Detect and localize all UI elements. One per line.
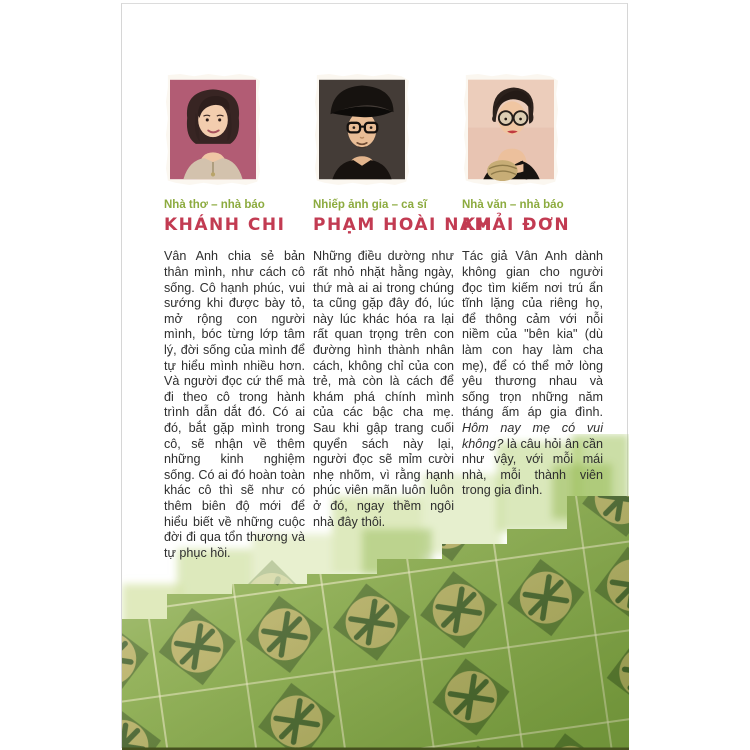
author-bio (164, 249, 305, 561)
portrait-khai-don-image (468, 78, 554, 181)
author-role: Nhà văn – nhà báo (462, 199, 564, 211)
author-name: KHẢI ĐƠN (462, 214, 571, 235)
author-column-khai-don (462, 74, 603, 562)
author-column-khanh-chi (164, 74, 305, 562)
bio-text: Những điều dường như rất nhỏ nhặt hằng ngày, thứ mà ai ai trong chúng ta cũng gặp đây đó, lúc này lúc khác hóa ra lại rất quan trọng trên con đường hình thành nhân cách, không chỉ của con trẻ, mà còn là cách để khám phá chính mình của các bậc cha mẹ. Sau khi gập trang cuối quyển sách này lại, người đọc sẽ mỉm cười nhẹ nhõm, vì rằng hạnh phúc viên mãn luôn luôn ở đó, ngay thềm ngôi nhà đây thôi. (313, 249, 454, 529)
book-title-text: Hôm nay mẹ có vui không? (462, 421, 603, 451)
bio-text: là câu hỏi ân cần như vậy, với mỗi mái nhà, mỗi thành viên trong gia đình. (462, 436, 603, 498)
author-role: Nhiếp ảnh gia – ca sĩ (313, 199, 427, 211)
author-column-pham-hoai-nam (313, 74, 494, 562)
author-photo (166, 74, 260, 185)
portrait-khanh-chi-image (170, 78, 256, 181)
author-bio (313, 249, 454, 530)
portrait-pham-hoai-nam-image (319, 78, 405, 181)
bio-text: Tác giả Vân Anh dành không gian cho người đọc tìm kiếm nơi trú ẩn tĩnh lặng của riêng họ, để thông cảm với nỗi niềm của "bên kia" (dù làm con hay làm cha mẹ), để có thể mở lòng yêu thương nhau và sống trọn những năm tháng ấm áp gia đình. (462, 249, 603, 420)
author-bio (462, 249, 603, 499)
author-photo (464, 74, 558, 185)
author-role: Nhà thơ – nhà báo (164, 199, 265, 211)
author-name: KHÁNH CHI (164, 214, 286, 235)
author-columns (164, 74, 602, 562)
author-photo (315, 74, 409, 185)
author-name: PHẠM HOÀI NAM (313, 214, 494, 235)
page (121, 3, 628, 748)
bio-text: Vân Anh chia sẻ bản thân mình, như cách cô sống. Cô hạnh phúc, vui sướng khi được bày tỏ, mở rộng con người mình, bóc từng lớp tâm lý, đời sống của mình để tự hiểu mình nhiều hơn. Và người đọc cứ thế mà đi theo cô trong hành trình dẫn dắt đó. Có ai đó, bắt gặp mình trong cô, sẽ nhận về thêm những kinh nghiệm sống. Có ai đó hoàn toàn khác cô thì sẽ như có thêm biên độ mới để hiểu biết về những cuộc đời đi qua tổn thương và tự phục hồi. (164, 249, 305, 560)
